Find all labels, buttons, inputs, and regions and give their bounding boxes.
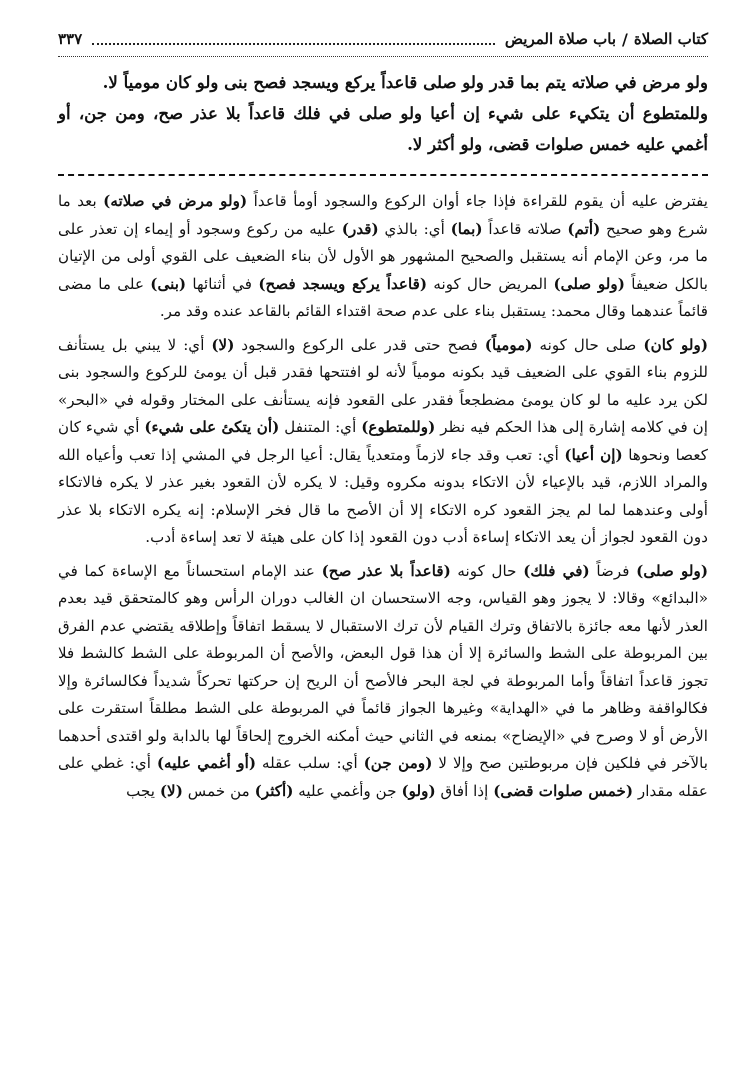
- header-leader-dots: [92, 33, 495, 45]
- main-text: [58, 67, 708, 160]
- page-number: ٣٣٧: [58, 30, 83, 48]
- dashed-divider: [58, 174, 708, 176]
- commentary-paragraph: (ولو كان) صلى حال كونه (مومياً) فصح حتى قدر على الركوع والسجود (لا) أي: لا يبني بل يستأنف للزوم بناء القوي على الضعيف قيد بكونه مومياً لأنه لو افتتحها فقدر قبل أن يومئ للركوع والسجود بنى لكن يرد عليه ما لو كان يومئ مضطجعاً فقدر على القعود فإنه يستأنف على المختار وقوله في «البحر» إن في كلامه إشارة إلى هذا الحكم فيه نظر (وللمتطوع) أي: المتنفل (أن يتكئ على شيء) أي شيء كان كعصا ونحوها (إن أعيا) أي: تعب وقد جاء لازماً ومتعدياً يقال: أعيا الرجل في المشي إذا تعب وأعياه الله والمراد اللازم، قيد بالإعياء لأن الاتكاء بدونه مكروه وقيل: لا يكره لأن القعود بغير عذر لا يكره فالاتكاء أولى وعندهما لما لم يجز القعود كره الاتكاء إلا أن الأصح ما قال فخر الإسلام: إنه يكره الاتكاء بلا عذر دون القعود لجواز أن يعد الاتكاء إساءة أدب دون القعود إذا كان على هيئة لا تعد إساءة أدب.: [58, 335, 709, 546]
- commentary: [58, 188, 708, 805]
- header-separator: /: [622, 29, 628, 49]
- running-header: [58, 22, 708, 57]
- chapter-title: باب صلاة المريض: [504, 30, 617, 48]
- commentary-paragraph: يفترض عليه أن يقوم للقراءة فإذا جاء أوان الركوع والسجود أومأ قاعداً (ولو مرض في صلاته) بعد ما شرع وهو صحيح (أتم) صلاته قاعداً (بما) أي: بالذي (قدر) عليه من ركوع وسجود أو إيماء إن تعذر على ما مر، وعن الإمام أنه يستقبل والصحيح المشهور هو الأول لأن بناء الضعيف على القوي أولى من الإتيان بالكل ضعيفاً (ولو صلى) المريض حال كونه (قاعداً يركع ويسجد فصح) في أثنائها (بنى) على ما مضى قائماً عندهما وقال محمد: يستقبل بناء على عدم صحة اقتداء القائم بالقاعد عنده وقد مر.: [58, 192, 709, 320]
- commentary-paragraph: (ولو صلى) فرضاً (في فلك) حال كونه (قاعداً بلا عذر صح) عند الإمام استحساناً مع الإساءة كما في «البدائع» وقالا: لا يجوز وهو القياس، وجه الاستحسان ان الغالب دوران الرأس وهو كالمتحقق قيد بعدم العذر لأنها معه جائزة بالاتفاق وترك القيام لأن ترك الاستقبال لا يسقط اتفاقاً وإطلاقه يقتضي عدم الفرق بين المربوطة على الشط والسائرة إلا أن هذا قول البعض، والأصح أن المربوطة على الشط كالشط فلا تجوز قاعداً اتفاقاً وأما المربوطة في لجة البحر فالأصح أن الريح إن حركتها تحركاً شديداً فكالسائرة وإلا فكالواقفة وظاهر ما في «الهداية» وغيرها الجواز قائماً في المربوطة على الشط مطلقاً استقرت على الأرض أو لا وصرح في «الإيضاح» بمنعه في الثاني حيث أمكنه الخروج إلحاقاً لها بالدابة ولو اقتدى أحدهما بالآخر في فلكين فإن مربوطتين صح وإلا لا (ومن جن) أي: سلب عقله (أو أغمي عليه) أي: غطي على عقله مقدار (خمس صلوات قضى) إذا أفاق (ولو) جن وأغمي عليه (أكثر) من خمس (لا) يجب: [58, 561, 709, 800]
- main-text-line: وللمتطوع أن يتكيء على شيء إن أعيا ولو صلى في فلك قاعداً بلا عذر صح، ومن جن، أو أغمي عليه خمس صلوات قضى، ولو أكثر لا.: [58, 103, 708, 154]
- main-text-line: ولو مرض في صلاته يتم بما قدر ولو صلى قاعداً يركع ويسجد فصح بنى ولو كان مومياً لا.: [102, 72, 708, 92]
- book-title: كتاب الصلاة: [633, 30, 708, 48]
